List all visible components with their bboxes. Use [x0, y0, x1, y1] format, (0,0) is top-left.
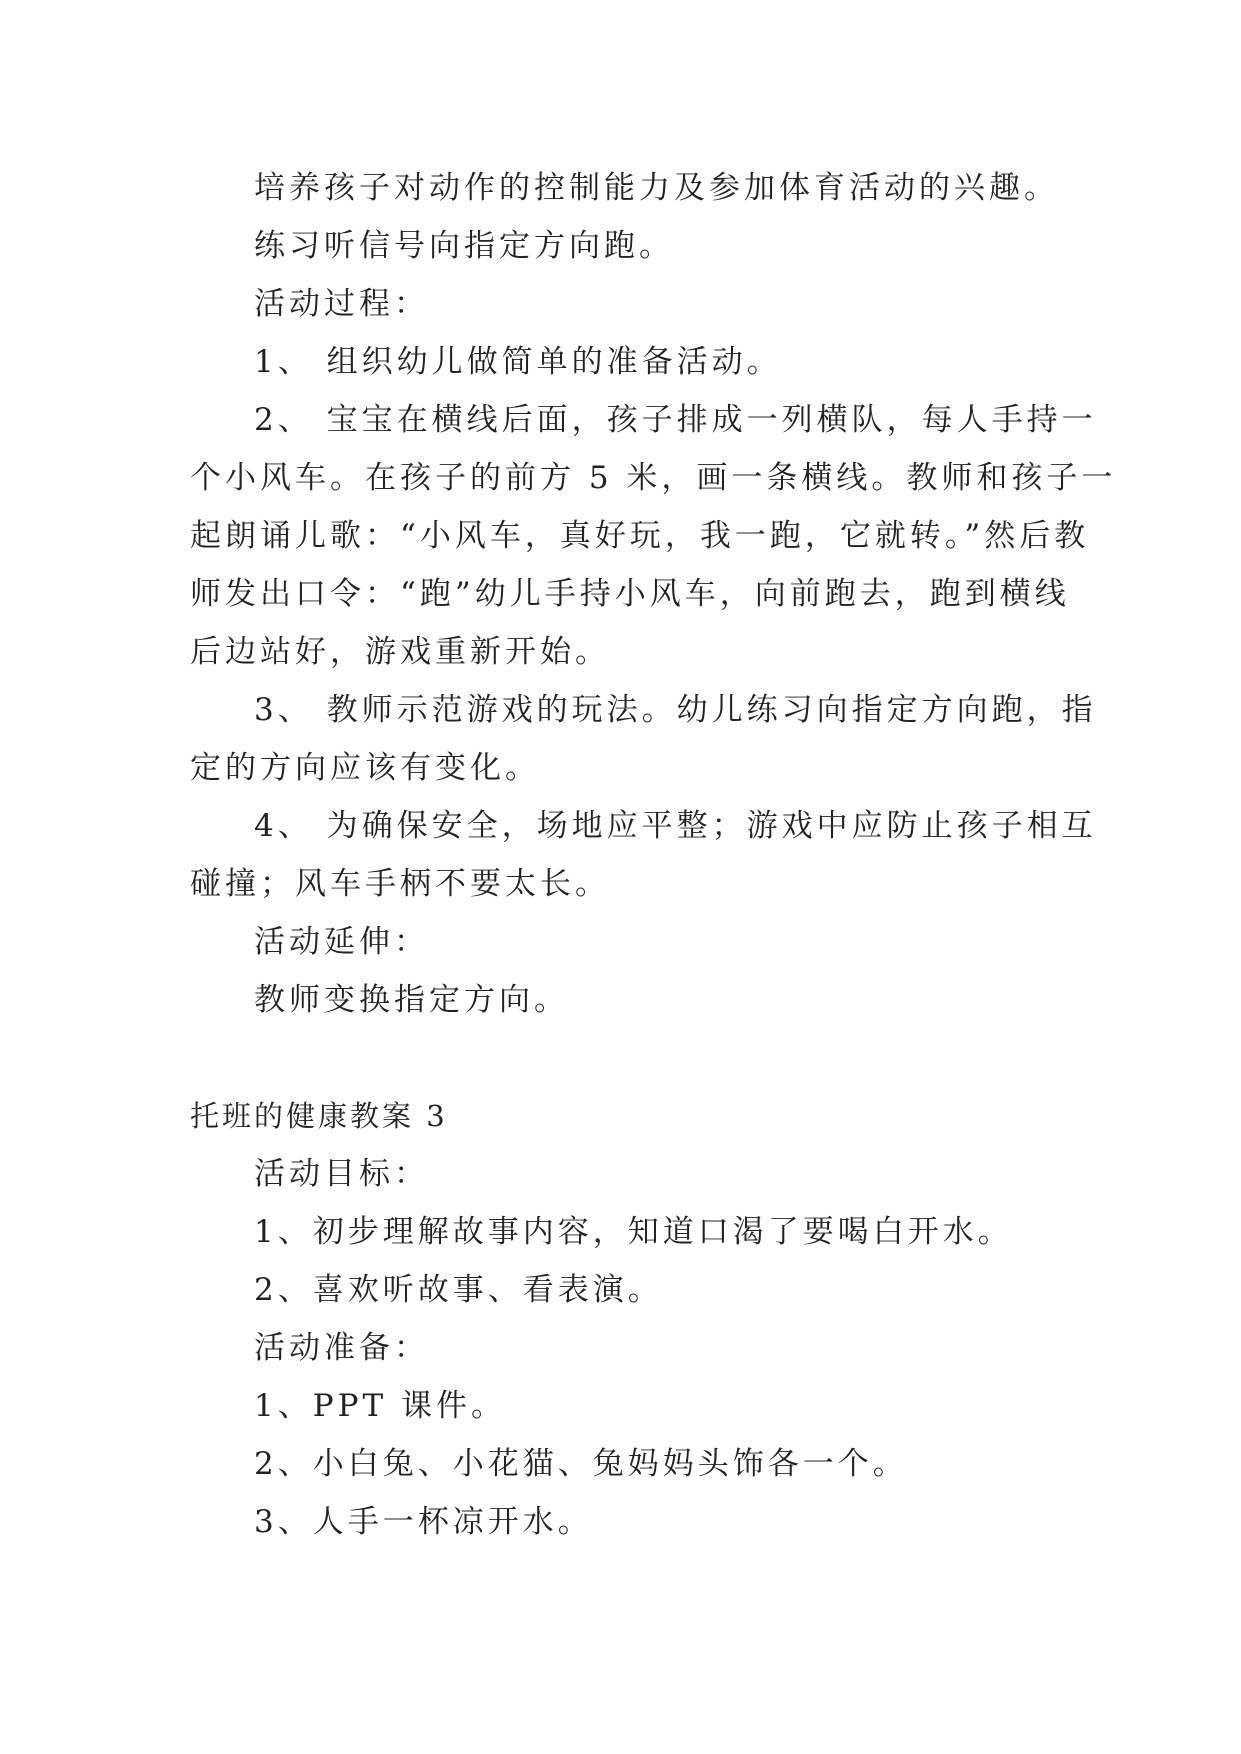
step-2-line-2: 个小风车。在孩子的前方 5 米，画一条横线。教师和孩子一	[190, 460, 1117, 496]
preparation-1: 1、PPT 课件。	[254, 1388, 506, 1424]
step-3-line-1: 3、 教师示范游戏的玩法。幼儿练习向指定方向跑，指	[254, 692, 1097, 728]
step-2-line-4: 师发出口令：“跑”幼儿手持小风车，向前跑去，跑到横线	[190, 576, 1070, 612]
section-title: 托班的健康教案 3	[190, 1099, 448, 1133]
step-2-line-1: 2、 宝宝在横线后面，孩子排成一列横队，每人手持一	[254, 402, 1097, 438]
subheading-preparation: 活动准备：	[254, 1330, 429, 1366]
preparation-3: 3、人手一杯凉开水。	[254, 1504, 593, 1540]
subheading-objectives: 活动目标：	[254, 1156, 429, 1192]
paragraph-goal-control: 培养孩子对动作的控制能力及参加体育活动的兴趣。	[254, 170, 1059, 206]
step-2-line-3: 起朗诵儿歌：“小风车，真好玩，我一跑，它就转。”然后教	[190, 518, 1090, 554]
subheading-process: 活动过程：	[254, 286, 429, 322]
objective-2: 2、喜欢听故事、看表演。	[254, 1272, 663, 1308]
preparation-2: 2、小白兔、小花猫、兔妈妈头饰各一个。	[254, 1446, 908, 1482]
step-2-line-5: 后边站好，游戏重新开始。	[190, 634, 610, 670]
step-1: 1、 组织幼儿做简单的准备活动。	[254, 344, 782, 380]
step-3-line-2: 定的方向应该有变化。	[190, 750, 540, 786]
extension-text: 教师变换指定方向。	[254, 982, 569, 1018]
paragraph-goal-signal: 练习听信号向指定方向跑。	[254, 228, 674, 264]
step-4-line-1: 4、 为确保安全，场地应平整；游戏中应防止孩子相互	[254, 808, 1097, 844]
objective-1: 1、初步理解故事内容，知道口渴了要喝白开水。	[254, 1214, 1013, 1250]
step-4-line-2: 碰撞；风车手柄不要太长。	[190, 866, 610, 902]
subheading-extension: 活动延伸：	[254, 924, 429, 960]
